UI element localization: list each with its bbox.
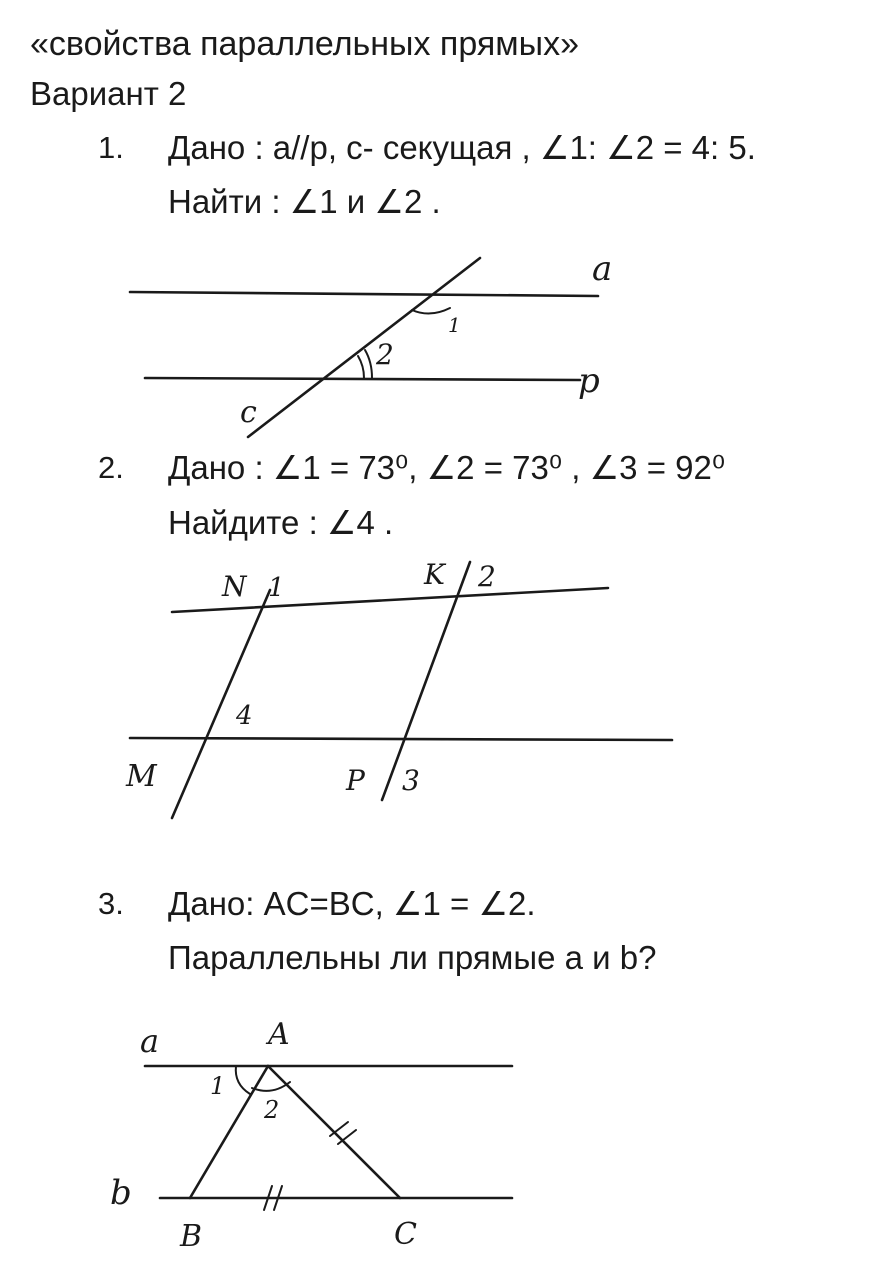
label-angle-1: 1 (448, 313, 461, 337)
angle-1-arc (412, 308, 450, 314)
label-angle-2: 2 (264, 1096, 280, 1124)
problem-3-given: Дано: AC=BC, ∠1 = ∠2. (168, 885, 536, 922)
line-nm (172, 590, 270, 818)
secant-c (248, 258, 480, 437)
problem-3-figure (0, 1000, 879, 1270)
label-p: p (578, 361, 600, 401)
label-a-line: a (140, 1022, 160, 1060)
label-k: K (424, 558, 445, 591)
angle-2-arc-inner (358, 356, 364, 378)
problem-2-figure (0, 550, 879, 830)
angle-1-arc (236, 1066, 250, 1094)
label-angle-2: 2 (478, 560, 496, 593)
label-vertex-a: A (268, 1017, 290, 1052)
label-angle-1: 1 (268, 573, 285, 603)
label-angle-1: 1 (210, 1072, 226, 1100)
problem-1-given: Дано : a//p, c- секущая , ∠1: ∠2 = 4: 5. (168, 129, 756, 166)
problem-1-task: Найти : ∠1 и ∠2 . (168, 183, 441, 220)
segment-ab (190, 1066, 268, 1198)
label-vertex-c: C (394, 1217, 417, 1252)
problem-3-task: Параллельны ли прямые a и b? (168, 939, 657, 976)
label-angle-3: 3 (402, 764, 420, 797)
label-angle-2: 2 (376, 338, 394, 371)
label-n: N (222, 570, 247, 603)
line-a (130, 292, 598, 296)
label-angle-4: 4 (236, 701, 253, 731)
label-m: M (126, 759, 157, 794)
label-a: a (592, 249, 613, 289)
label-vertex-b: B (180, 1219, 203, 1254)
problem-1-figure (0, 240, 879, 450)
problem-2-number: 2. (98, 450, 124, 485)
line-p (145, 378, 580, 380)
problem-2-given: Дано : ∠1 = 73⁰, ∠2 = 73⁰ , ∠3 = 92⁰ (168, 449, 726, 486)
label-c: c (240, 395, 257, 430)
label-p: P (346, 764, 365, 797)
problem-2-task: Найдите : ∠4 . (168, 504, 394, 541)
label-b-line: b (110, 1173, 132, 1213)
problem-1-number: 1. (98, 130, 124, 165)
angle-2-arc-outer (365, 350, 372, 378)
problem-3-number: 3. (98, 886, 124, 921)
worksheet-title: «свойства параллельных прямых» (30, 25, 579, 63)
line-mp (130, 738, 672, 740)
variant-label: Вариант 2 (30, 75, 187, 112)
